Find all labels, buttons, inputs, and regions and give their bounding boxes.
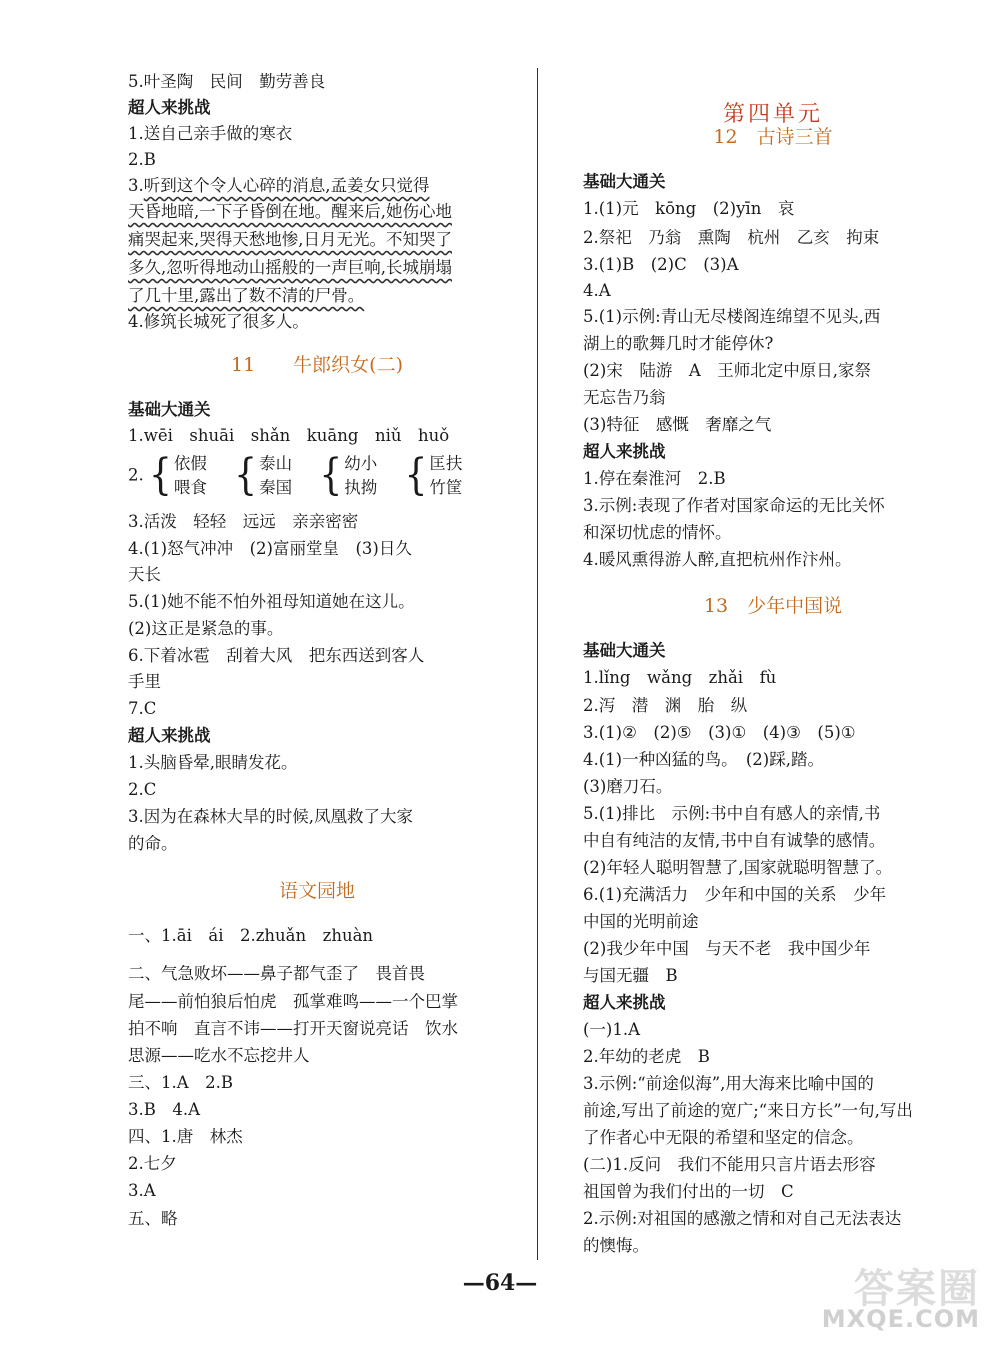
answer-line: 4.暖风熏得游人醉,直把杭州作汴州。 <box>583 550 852 569</box>
answer-line: 2.示例:对祖国的感激之情和对自己无法表达 <box>583 1209 902 1228</box>
answer-line: 4.修筑长城死了很多人。 <box>128 312 309 331</box>
answer-line: 6.下着冰雹 刮着大风 把东西送到客人 <box>128 646 425 665</box>
answer-line: 2.泻 潜 渊 胎 纵 <box>583 696 748 715</box>
answer-line: 2.年幼的老虎 B <box>583 1047 710 1066</box>
watermark-text: 答案圈 <box>854 1265 980 1312</box>
subheading-challenge: 超人来挑战 <box>128 726 211 745</box>
answer-line: 前途,写出了前途的宽广;“来日方长”一句,写出 <box>583 1101 913 1120</box>
answer-line: 尾——前怕狼后怕虎 孤掌难鸣——一个巴掌 <box>128 992 458 1011</box>
word-pair: 泰山 秦国 <box>259 454 293 497</box>
watermark-url: MXQE.COM <box>821 1305 980 1333</box>
answer-line: 祖国曾为我们付出的一切 C <box>583 1182 794 1201</box>
answer-line: 湖上的歌舞几时才能停休? <box>583 334 774 353</box>
answer-line: 思源——吃水不忘挖井人 <box>128 1046 310 1065</box>
answer-line: (3)磨刀石。 <box>583 777 673 796</box>
answer-line: 4.A <box>583 281 611 300</box>
answer-line: 7.C <box>128 699 157 718</box>
answer-line: 6.(1)充满活力 少年和中国的关系 少年 <box>583 885 887 904</box>
subheading-basic: 基础大通关 <box>128 400 211 419</box>
answer-line: 3.(1)② (2)⑤ (3)① (4)③ (5)① <box>583 723 856 742</box>
answer-line: (3)特征 感慨 奢靡之气 <box>583 415 772 434</box>
subheading-challenge: 超人来挑战 <box>583 993 666 1012</box>
answer-line: 3.A <box>128 1181 156 1200</box>
watermark-logo <box>800 1257 980 1337</box>
brace-icon: { <box>404 450 428 500</box>
answer-line: 一、1.āi ái 2.zhuǎn zhuàn <box>128 926 374 945</box>
lesson-12-title: 12 古诗三首 <box>713 126 833 148</box>
answer-line: 3.因为在森林大旱的时候,凤凰救了大家 <box>128 807 413 826</box>
answer-line: (2)年轻人聪明智慧了,国家就聪明智慧了。 <box>583 858 893 877</box>
answer-line: 二、气急败坏——鼻子都气歪了 畏首畏 <box>128 964 425 983</box>
answer-line: 2.C <box>128 780 157 799</box>
answer-line: 1.(1)元 kōng (2)yīn 哀 <box>583 199 795 218</box>
answer-line: 4.(1)一种凶猛的鸟。 (2)踩,踏。 <box>583 750 824 769</box>
answer-line: 拍不响 直言不讳——打开天窗说亮话 饮水 <box>128 1019 458 1038</box>
answer-line: 中自有纯洁的友情,书中自有诚挚的感情。 <box>583 831 886 850</box>
answer-line: 3.(1)B (2)C (3)A <box>583 255 739 274</box>
lesson-11-title: 11 牛郎织女(二) <box>230 354 403 376</box>
answer-line: 5.(1)她不能不怕外祖母知道她在这儿。 <box>128 592 415 611</box>
answer-number: 2. <box>128 465 144 485</box>
subheading-challenge: 超人来挑战 <box>583 442 666 461</box>
answer-line: 和深切忧虑的情怀。 <box>583 523 732 542</box>
underlined-answer: 多久,忽听得地动山摇般的一声巨响,长城崩塌 <box>128 258 452 277</box>
answer-line: 3.活泼 轻轻 远远 亲亲密密 <box>128 512 359 531</box>
answer-line <box>128 174 430 198</box>
answer-line: 无忘告乃翁 <box>583 388 666 407</box>
answer-number: 3. <box>128 176 144 195</box>
answer-line: (二)1.反问 我们不能用只言片语去形容 <box>583 1155 876 1174</box>
answer-line: 五、略 <box>128 1209 178 1228</box>
answer-line: 1.送自己亲手做的寒衣 <box>128 124 293 143</box>
word-pair: 幼小 执拗 <box>344 454 378 497</box>
section-title-ywyd: 语文园地 <box>278 880 355 902</box>
answer-line: 四、1.唐 林杰 <box>128 1127 243 1146</box>
answer-line: 的懊悔。 <box>583 1236 649 1255</box>
lesson-13-title: 13 少年中国说 <box>703 595 843 617</box>
answer-line: 5.(1)排比 示例:书中自有感人的亲情,书 <box>583 804 881 823</box>
answer-line: 手里 <box>128 672 161 691</box>
column-divider <box>537 68 538 1260</box>
answer-line: 4.(1)怒气冲冲 (2)富丽堂皇 (3)日久 <box>128 539 412 558</box>
answer-line: 5.叶圣陶 民间 勤劳善良 <box>128 72 326 91</box>
answer-line: 中国的光明前途 <box>583 912 699 931</box>
answer-line: 1.头脑昏晕,眼睛发花。 <box>128 753 298 772</box>
subheading-basic: 基础大通关 <box>583 172 666 191</box>
pinyin-answers: 1.lǐng wǎng zhǎi fù <box>583 668 777 687</box>
pinyin-answers: 1.wēi shuāi shǎn kuāng niǔ huǒ <box>128 426 450 445</box>
unit-title: 第四单元 <box>722 102 823 127</box>
answer-line: 3.示例:表现了作者对国家命运的无比关怀 <box>583 496 885 515</box>
answer-line: 2.七夕 <box>128 1154 177 1173</box>
underlined-answer: 了几十里,露出了数不清的尸骨。 <box>128 286 365 305</box>
answer-line: 5.(1)示例:青山无尽楼阁连绵望不见头,西 <box>583 307 881 326</box>
answer-line: 与国无疆 B <box>583 966 678 985</box>
underlined-answer: 痛哭起来,哭得天愁地惨,日月无光。不知哭了 <box>128 230 452 249</box>
word-pair: 匡扶 竹筐 <box>429 454 463 497</box>
answer-line: 2.祭祀 乃翁 熏陶 杭州 乙亥 拘束 <box>583 228 880 247</box>
underlined-answer: 听到这个令人心碎的消息,孟姜女只觉得 <box>143 176 430 195</box>
answer-line: (2)我少年中国 与天不老 我中国少年 <box>583 939 871 958</box>
answer-line: 了作者心中无限的希望和坚定的信念。 <box>583 1128 864 1147</box>
answer-line: (2)宋 陆游 A 王师北定中原日,家祭 <box>583 361 872 380</box>
brace-icon: { <box>234 450 258 500</box>
brace-icon: { <box>319 450 343 500</box>
answer-line: (2)这正是紧急的事。 <box>128 619 284 638</box>
page-number: —64— <box>462 1270 538 1296</box>
word-pairs <box>128 452 484 500</box>
answer-line: 3.示例:“前途似海”,用大海来比喻中国的 <box>583 1074 874 1093</box>
answer-line: 2.B <box>128 150 156 169</box>
underlined-answer: 天昏地暗,一下子昏倒在地。醒来后,她伤心地 <box>128 202 452 221</box>
answer-line: 3.B 4.A <box>128 1100 201 1119</box>
answer-line: 三、1.A 2.B <box>128 1073 234 1092</box>
answer-line: 1.停在秦淮河 2.B <box>583 469 726 488</box>
answer-line: 的命。 <box>128 834 178 853</box>
answer-line: 天长 <box>128 565 161 584</box>
subheading-challenge: 超人来挑战 <box>128 98 211 117</box>
subheading-basic: 基础大通关 <box>583 641 666 660</box>
word-pair: 依假 喂食 <box>173 454 207 497</box>
answer-line: (一)1.A <box>583 1020 641 1039</box>
brace-icon: { <box>149 450 172 500</box>
